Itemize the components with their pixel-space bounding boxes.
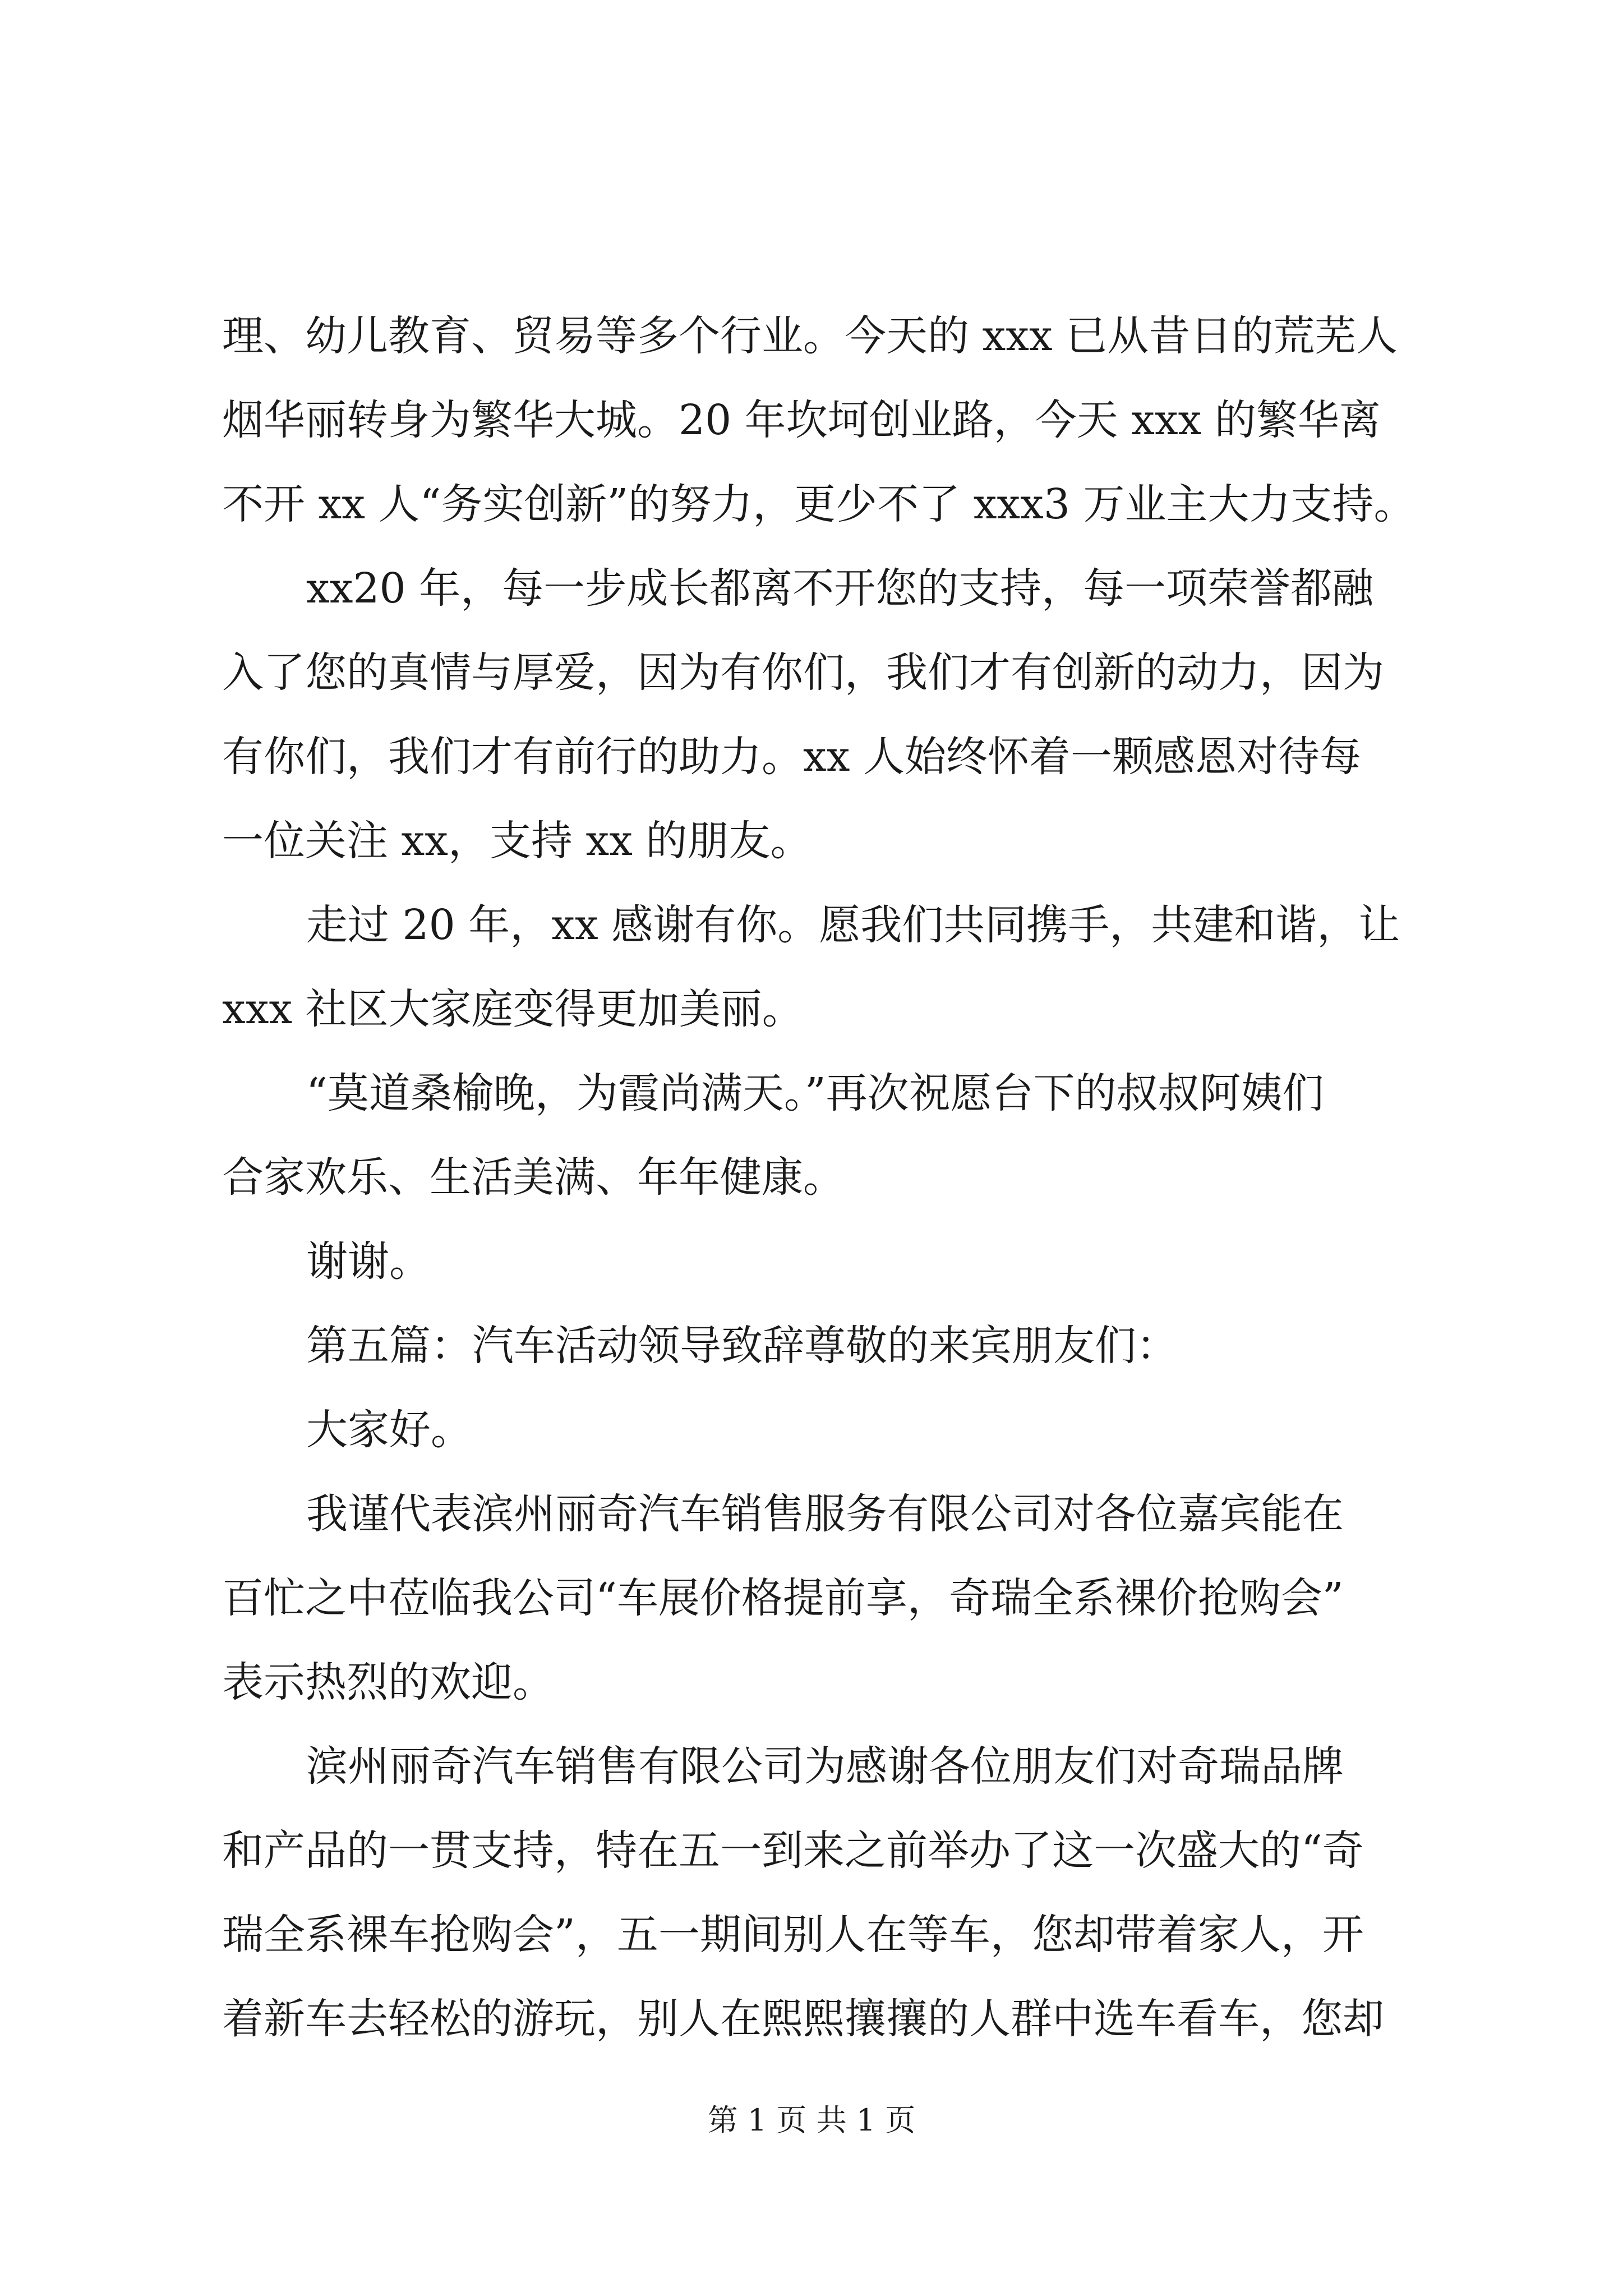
text-line: 有你们，我们才有前行的助力。xx 人始终怀着一颗感恩对待每 (222, 733, 1361, 781)
section-heading: 第五篇：汽车活动领导致辞尊敬的来宾朋友们： (306, 1322, 1178, 1370)
text-line: 瑞全系裸车抢购会”，五一期间别人在等车，您却带着家人，开 (222, 1911, 1364, 1959)
text-line: 和产品的一贯支持，特在五一到来之前举办了这一次盛大的“奇 (222, 1826, 1364, 1875)
text-line: 不开 xx 人“务实创新”的努力，更少不了 xxx3 万业主大力支持。 (222, 480, 1415, 528)
text-line: 入了您的真情与厚爱，因为有你们，我们才有创新的动力，因为 (222, 648, 1384, 697)
text-line: 合家欢乐、生活美满、年年健康。 (222, 1153, 845, 1202)
text-line: 着新车去轻松的游玩，别人在熙熙攘攘的人群中选车看车，您却 (222, 1995, 1384, 2043)
text-line: 走过 20 年，xx 感谢有你。愿我们共同携手，共建和谐，让 (306, 901, 1400, 949)
text-line: 百忙之中莅临我公司“车展价格提前享，奇瑞全系裸价抢购会” (222, 1574, 1344, 1622)
text-line: 我谨代表滨州丽奇汽车销售服务有限公司对各位嘉宾能在 (306, 1490, 1344, 1538)
document-body (222, 294, 1415, 2061)
text-line: 一位关注 xx，支持 xx 的朋友。 (222, 817, 812, 865)
text-line: “莫道桑榆晚，为霞尚满天。”再次祝愿台下的叔叔阿姨们 (306, 1069, 1324, 1117)
text-line: 滨州丽奇汽车销售有限公司为感谢各位朋友们对奇瑞品牌 (306, 1742, 1344, 1791)
text-line: xx20 年，每一步成长都离不开您的支持，每一项荣誉都融 (306, 564, 1374, 613)
greeting-line: 大家好。 (306, 1406, 472, 1454)
text-line: 理、幼儿教育、贸易等多个行业。今天的 xxx 已从昔日的荒芜人 (222, 312, 1398, 360)
text-line: 谢谢。 (306, 1237, 431, 1286)
text-line: 表示热烈的欢迎。 (222, 1658, 554, 1706)
text-line: xxx 社区大家庭变得更加美丽。 (222, 985, 804, 1033)
page-footer (0, 2098, 1623, 2143)
text-line: 烟华丽转身为繁华大城。20 年坎坷创业路，今天 xxx 的繁华离 (222, 396, 1381, 444)
page-number-label: 第 1 页 共 1 页 (707, 2102, 916, 2138)
